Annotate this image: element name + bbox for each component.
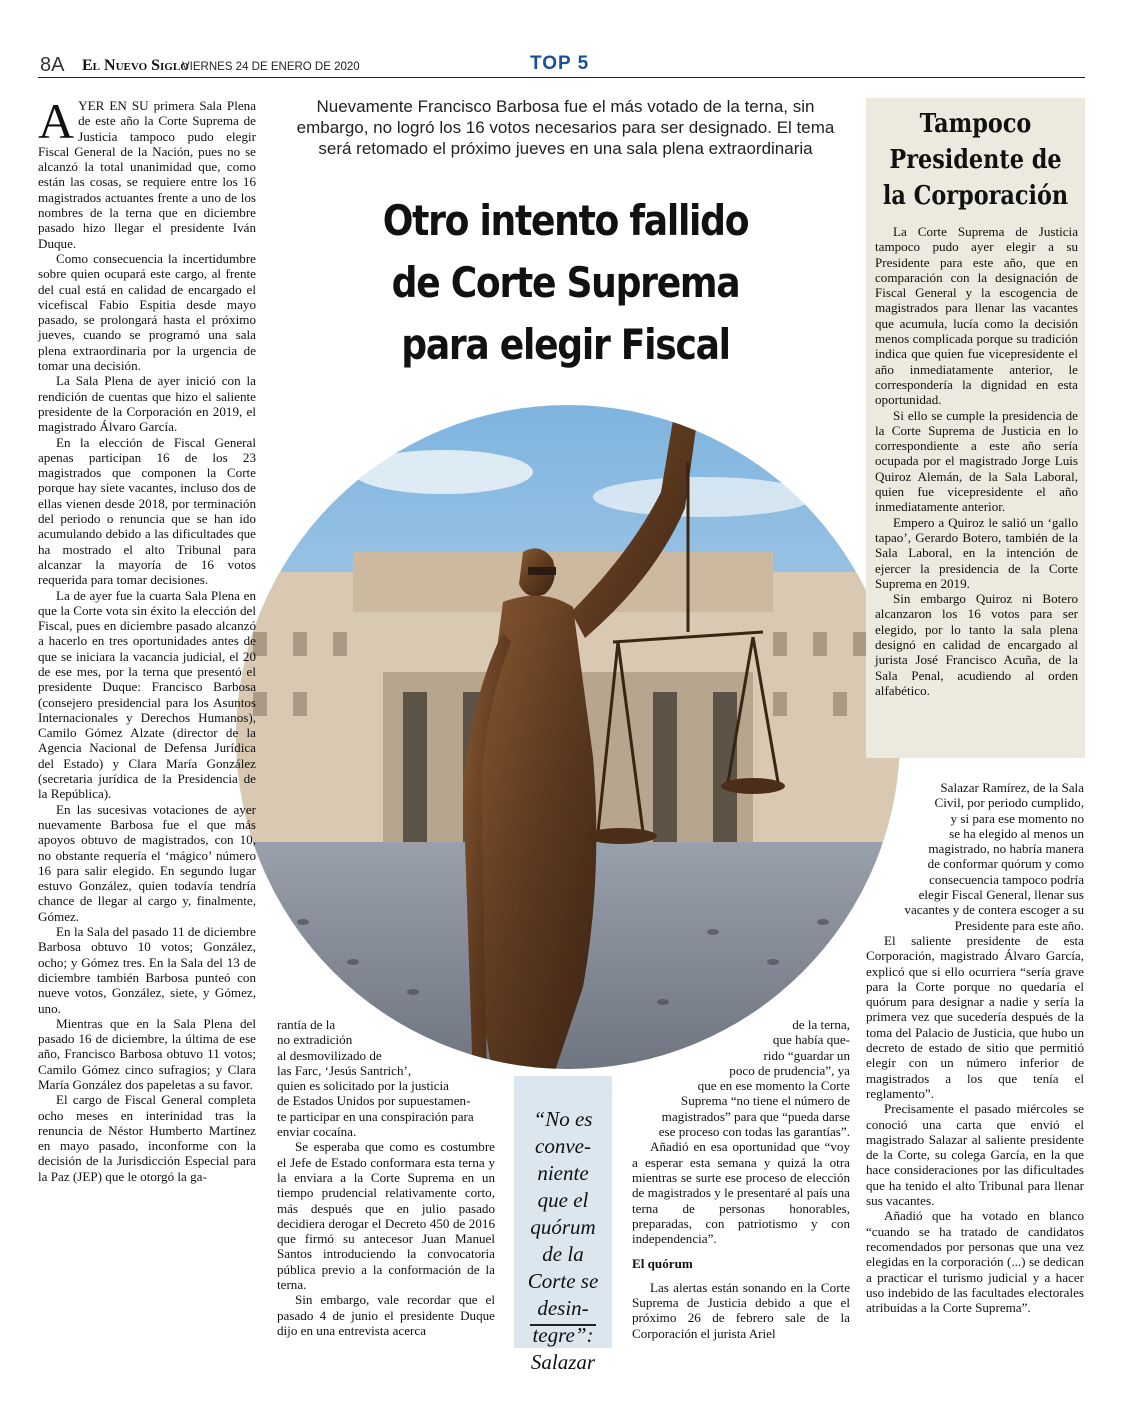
- article-column-1: [38, 93, 256, 1184]
- sidebar-title-line-3: la Corporación: [882, 181, 1069, 211]
- paragraph: Se esperaba que como es costumbre el Jefe de Estado conformara esta terna y la enviara a la Corte Suprema en un tiempo prudencial relativamente corto, más después que en julio pasado decidiera derogar el Decreto 450 de 2016 que firmó su antecesor Juan Manuel Santos introduciendo la convocatoria pública previo a la conformación de la terna.: [277, 1139, 495, 1293]
- headline-line-2: de Corte Suprema: [391, 258, 740, 307]
- wrap-line: que había que-: [772, 1032, 850, 1048]
- wrap-line: Salazar Ramírez, de la Sala: [940, 780, 1084, 795]
- wrap-line: poco de prudencia”, ya: [729, 1062, 850, 1078]
- issue-date: VIERNES 24 DE ENERO DE 2020: [182, 61, 360, 73]
- wrap-line: enviar cocaína.: [277, 1124, 357, 1140]
- paragraph: Las alertas están sonando en la Corte Suprema de Justicia debido a que el próximo 26 de febrero sale de la Corporación el jurista Ariel: [632, 1279, 850, 1341]
- wrap-line: no extradición: [277, 1032, 353, 1048]
- wrap-line: te participar en una conspiración para: [277, 1108, 474, 1124]
- wrap-line: de conformar quórum y como: [927, 856, 1084, 872]
- article-column-2: [277, 1017, 495, 1338]
- sidebar-title-line-1: Tampoco: [919, 109, 1032, 139]
- section-subhead: El quórum: [632, 1256, 693, 1272]
- wrap-line: las Farc, ‘Jesús Santrich’,: [277, 1062, 412, 1078]
- sidebar-paragraph: Si ello se cumple la presidencia de la Corte Suprema de Justicia en lo correspondiente a este año sería ocupada por el magistrado Jorge Luis Quiroz Alemán, de la Sala Laboral, quien fue vicepresidente el año inmediatamente anterior.: [875, 407, 1078, 515]
- wrap-line: rantía de la: [277, 1017, 336, 1032]
- paragraph: En la elección de Fiscal General apenas participan 16 de los 23 magistrados que componen la Corte porque hay siete vacantes, incluso dos de ellas vienen desde 2018, por terminación del periodo o renuncia que se han ido acumulando debido a las dificultades que ha mostrado el alto Tribunal para alcanzar la mayoría de 16 votos requerida para tomar decisiones.: [38, 434, 256, 588]
- sidebar-title: [866, 98, 1085, 214]
- wrap-line: Suprema “no tiene el número de: [680, 1093, 850, 1109]
- subheadline: Nuevamente Francisco Barbosa fue el más votado de la terna, sin embargo, no logró los 16 votos necesarios para ser designado. El tema será retomado el próximo jueves en una sala plena extraordinaria: [296, 97, 835, 158]
- pull-quote: “No es conve-niente que el quórum de la Corte se desin-tegre”: Salazar: [527, 1107, 599, 1374]
- justice-statue-photo: [233, 402, 903, 1072]
- wrap-line: magistrados” para que “pueda darse: [661, 1108, 850, 1124]
- paragraph: Añadió que ha votado en blanco “cuando se ha tratado de candidatos recomendados por personas que una vez elegidas en la corporación (...) se dedican a practicar el turismo judicial y a hacer uso indebido de las facultades electorales atribuidas a la Corte Suprema”.: [866, 1208, 1084, 1316]
- wrap-line: Presidente para este año.: [954, 917, 1084, 933]
- wrap-line: quien es solicitado por la justicia: [277, 1078, 449, 1094]
- sidebar-body: [866, 214, 1085, 698]
- paragraph: En la Sala del pasado 11 de diciembre Barbosa obtuvo 10 votos; González, ocho; y Gómez tres. En la Sala del 13 de diciembre también Barbosa punteó con nueve votos, González, siete, y Gómez, uno.: [38, 924, 256, 1016]
- sidebar-paragraph: La Corte Suprema de Justicia tampoco pudo ayer elegir a su Presidente para este año, que en comparación con la designación de Fiscal General y la escogencia de magistrados para llenar las vacantes que acumula, lucía como la decisión menos complicada porque su tradición indica que quien fue vicepresidente el año inmediatamente anterior, le correspondería la dignidad en esta oportunidad.: [875, 224, 1078, 408]
- dropcap: A: [38, 93, 75, 149]
- header-rule: [38, 77, 1085, 78]
- headline: [283, 190, 848, 376]
- pull-quote-box: [514, 1076, 612, 1374]
- headline-line-3: para elegir Fiscal: [401, 320, 730, 369]
- paragraph: En las sucesivas votaciones de ayer nuevamente Barbosa fue el que más apoyos obtuvo de magistrados, con 10, no obstante requería el ‘mágico’ número 16 para salir elegido. En segundo lugar estuvo González, quien todavía tendría chance de llegar al cargo y, finalmente, Gómez.: [38, 801, 256, 924]
- paragraph: Añadió en esa oportunidad que “voy a esperar esta semana y quizá la otra mientras se surte ese proceso de elección de magistrados y le presentaré al país una terna de personas honorables, preparadas, con patriotismo y con independencia”.: [632, 1139, 850, 1247]
- wrap-line: ese proceso con todas las garantías”.: [658, 1124, 850, 1140]
- wrap-line: y si para ese momento no: [950, 810, 1084, 826]
- article-column-4: [866, 780, 1084, 1315]
- wrap-line: de la terna,: [792, 1017, 850, 1032]
- pull-quote-rule: [530, 1324, 596, 1326]
- paragraph: Sin embargo, vale recordar que el pasado 4 de junio el presidente Duque dijo en una entrevista acerca: [277, 1292, 495, 1338]
- wrap-line: Civil, por periodo cumplido,: [934, 795, 1084, 811]
- wrap-line: se ha elegido al menos un: [949, 825, 1084, 841]
- wrap-line: que en ese momento la Corte: [697, 1078, 850, 1094]
- paragraph: Precisamente el pasado miércoles se conoció una carta que envió el magistrado Salazar al saliente presidente de la Corte, su colega García, en la que hace consideraciones por las dificultades que ha tenido el alto Tribunal para llenar sus vacantes.: [866, 1101, 1084, 1209]
- paragraph: El cargo de Fiscal General completa ocho meses en interinidad tras la renuncia de Néstor Humberto Martínez en mayo pasado, inconforme con la decisión de la Jurisdicción Especial para la Paz (JEP) que le otorgó la ga-: [38, 1092, 256, 1184]
- sidebar-box: [866, 98, 1085, 758]
- wrap-line: elegir Fiscal General, llenar sus: [918, 887, 1084, 903]
- wrap-line: de Estados Unidos por supuestamen-: [277, 1093, 471, 1109]
- section-label: TOP 5: [530, 53, 590, 74]
- paragraph: Como consecuencia la incertidumbre sobre quien ocupará este cargo, al frente del cual está en calidad de encargado el vicefiscal Fabio Espitia desde mayo pasado, se prolongará hasta el próximo jueves, cuando se programó una sala plena extraordinaria por la urgencia de tomar una decisión.: [38, 250, 256, 374]
- page-number: 8A: [40, 54, 65, 76]
- wrap-line: rido “guardar un: [763, 1047, 850, 1063]
- wrap-line: al desmovilizado de: [277, 1047, 382, 1063]
- wrap-line: vacantes y de contera escoger a su: [904, 902, 1084, 918]
- sidebar-paragraph: Sin embargo Quiroz ni Botero alcanzaron los 16 votos para ser elegido, por lo tanto la sala plena designó en calidad de encargado al jurista José Francisco Acuña, de la Sala Penal, acudiendo al orden alfabético.: [875, 591, 1078, 698]
- headline-line-1: Otro intento fallido: [382, 196, 749, 245]
- paragraph: Mientras que en la Sala Plena del pasado 16 de diciembre, la última de ese año, Francisco Barbosa obtuvo 11 votos; Camilo Gómez cinco sufragios; y Clara María González dos papeletas a su favor.: [38, 1015, 256, 1092]
- sidebar-title-line-2: Presidente de: [889, 145, 1062, 175]
- lead-paragraph: YER EN SU primera Sala Plena de este año la Corte Suprema de Justicia tampoco pudo elegir Fiscal General de la Nación, pues no se alcanzó la total unanimidad que, como están las cosas, se requiere entre los 16 magistrados actuantes frente a uno de los nombres de la terna que en diciembre pasado hizo llegar el presidente Iván Duque.: [38, 98, 256, 251]
- wrap-line: magistrado, no habría manera: [928, 841, 1084, 857]
- article-column-3: [632, 1017, 850, 1341]
- sidebar-paragraph: Empero a Quiroz le salió un ‘gallo tapao’, Gerardo Botero, también de la Sala Laboral, en la intención de ejercer la presidencia de la Corte Suprema en 2019.: [875, 514, 1078, 591]
- wrap-line: consecuencia tampoco podría: [929, 871, 1084, 887]
- paragraph: La de ayer fue la cuarta Sala Plena en que la Corte vota sin éxito la elección del Fiscal, pues en diciembre pasado alcanzó a hacerlo en tres oportunidades antes de que se iniciara la vacancia judicial, el 20 de ese mes, por la terna que presentó el presidente Duque: Francisco Barbosa (consejero presidencial para los Asuntos Internacionales y Derechos Humanos), Camilo Gómez Alzate (director de la Agencia Nacional de Defensa Jurídica del Estado) y Clara María González (secretaria jurídica de la Presidencia de la República).: [38, 587, 256, 802]
- paragraph: La Sala Plena de ayer inició con la rendición de cuentas que hizo el saliente presidente de la Corporación en 2019, el magistrado Álvaro García.: [38, 373, 256, 435]
- paragraph: El saliente presidente de esta Corporación, magistrado Álvaro García, explicó que si ello ocurriera “sería grave para la Corte porque no quedaría el quórum para designar a nadie y sería la primera vez que sucedería después de la toma del Palacio de Justicia, que hubo un decreto de estado de sitio que permitió elegir con un número inferior de magistrados a los que tenía el reglamento”.: [866, 932, 1084, 1101]
- paper-name: El Nuevo Siglo: [82, 57, 189, 74]
